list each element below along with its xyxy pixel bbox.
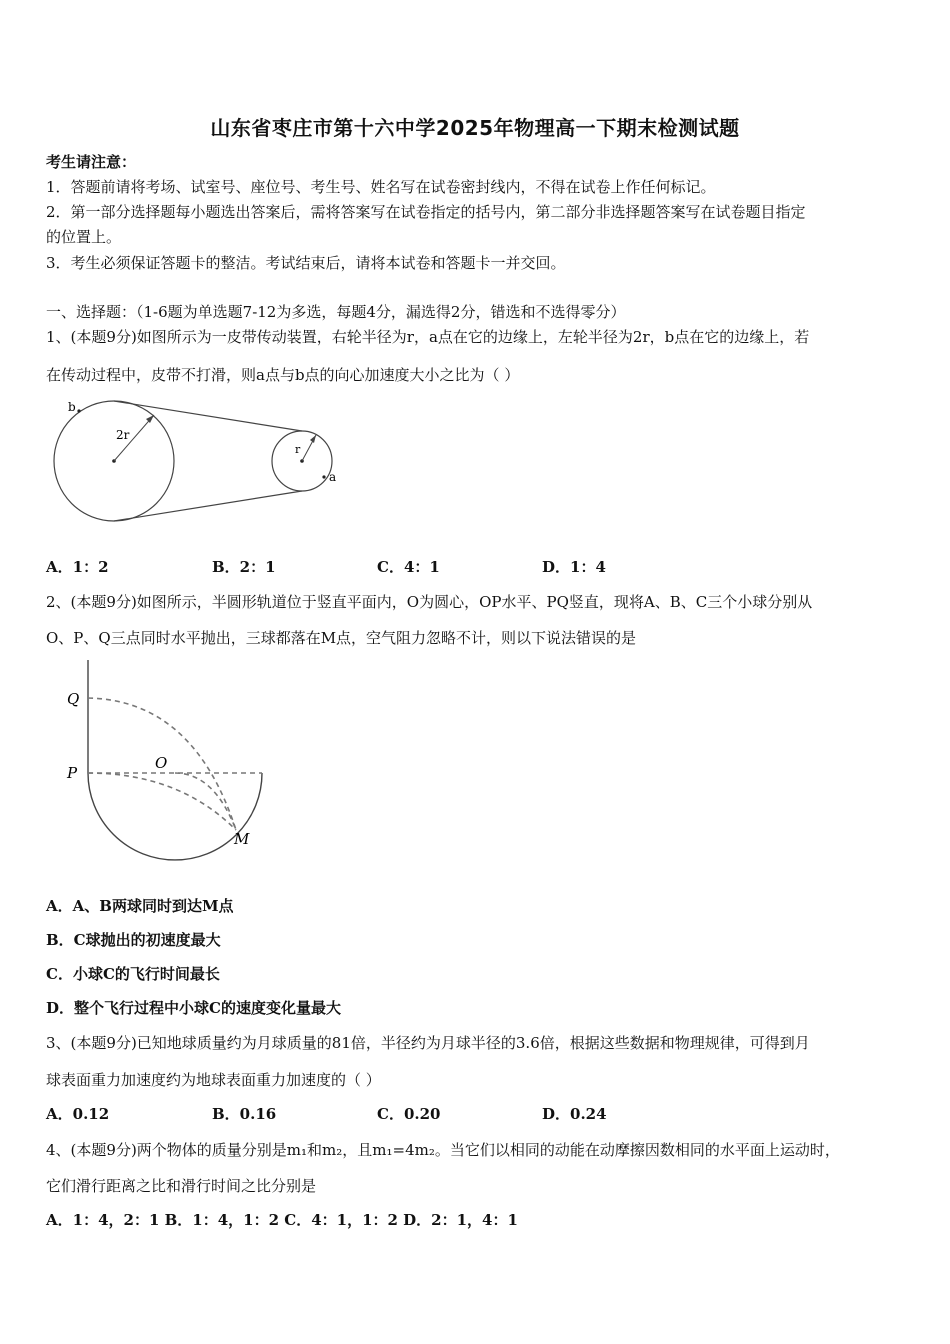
label-a: a	[329, 470, 337, 484]
label-r: r	[295, 443, 301, 456]
label-m: M	[234, 830, 250, 848]
notice-item: 1．答题前请将考场、试室号、座位号、考生号、姓名写在试卷密封线内，不得在试卷上作任何标记。	[46, 178, 716, 196]
page-title: 山东省枣庄市第十六中学2025年物理高一下期末检测试题	[210, 116, 740, 140]
option-b[interactable]: B．2：1	[212, 558, 276, 576]
option-c[interactable]: C．0.20	[377, 1105, 441, 1123]
semicircle-track-figure	[64, 660, 274, 860]
question-2-option-a[interactable]: A．A、B两球同时到达M点	[46, 897, 234, 915]
question-2-option-d[interactable]: D．整个飞行过程中小球C的速度变化量最大	[46, 999, 341, 1017]
option-d[interactable]: D．1：4	[542, 558, 606, 576]
question-1-text: 在传动过程中，皮带不打滑，则a点与b点的向心加速度大小之比为（ ）	[46, 366, 520, 384]
option-c[interactable]: C．4：1	[377, 558, 440, 576]
question-2-text: O、P、Q三点同时水平抛出，三球都落在M点，空气阻力忽略不计，则以下说法错误的是	[46, 629, 637, 647]
notice-heading: 考生请注意：	[46, 153, 137, 171]
question-2-option-b[interactable]: B．C球抛出的初速度最大	[46, 931, 221, 949]
question-4-text: 4、(本题9分)两个物体的质量分别是m₁和m₂，且m₁=4m₂。当它们以相同的动能在动摩擦因数相同的水平面上运动时，	[46, 1141, 840, 1159]
arrow-head	[310, 435, 316, 443]
question-3-text: 球表面重力加速度约为地球表面重力加速度的（ ）	[46, 1071, 381, 1089]
option-d[interactable]: D．0.24	[542, 1105, 607, 1123]
question-1-options	[46, 557, 606, 577]
notice-item: 的位置上。	[46, 228, 122, 246]
question-4-text: 它们滑行距离之比和滑行时间之比分别是	[46, 1177, 317, 1195]
belt-pulley-figure	[46, 395, 346, 530]
question-3-options	[46, 1104, 607, 1124]
belt-pulley-diagram	[46, 395, 346, 530]
option-a[interactable]: A．1：2	[46, 558, 109, 576]
question-4-options[interactable]: A．1：4，2：1 B．1：4，1：2 C．4：1，1：2 D．2：1，4：1	[46, 1211, 518, 1229]
question-3-text: 3、(本题9分)已知地球质量约为月球质量的81倍，半径约为月球半径的3.6倍，根据这些数据和物理规律，可得到月	[46, 1034, 810, 1052]
label-o: O	[155, 754, 168, 772]
trajectory-a	[175, 773, 236, 830]
question-2-text: 2、(本题9分)如图所示，半圆形轨道位于竖直平面内，O为圆心，OP水平、PQ竖直，现将A、B、C三个小球分别从	[46, 593, 813, 611]
question-2-option-c[interactable]: C．小球C的飞行时间最长	[46, 965, 220, 983]
option-a[interactable]: A．0.12	[46, 1105, 110, 1123]
semicircle-track-diagram	[64, 660, 274, 860]
belt-top	[114, 401, 302, 431]
arrow-head	[146, 415, 154, 423]
notice-item: 3．考生必须保证答题卡的整洁。考试结束后，请将本试卷和答题卡一并交回。	[46, 254, 566, 272]
label-2r: 2r	[116, 428, 130, 442]
belt-bottom	[114, 491, 302, 521]
trajectory-b	[88, 773, 236, 830]
label-p: P	[67, 764, 78, 782]
point-a	[322, 475, 325, 478]
point-b	[77, 409, 80, 412]
label-b: b	[68, 400, 76, 414]
question-1-text: 1、(本题9分)如图所示为一皮带传动装置，右轮半径为r，a点在它的边缘上，左轮半径为2r，b点在它的边缘上，若	[46, 328, 810, 346]
option-b[interactable]: B．0.16	[212, 1105, 277, 1123]
notice-item: 2．第一部分选择题每小题选出答案后，需将答案写在试卷指定的括号内，第二部分非选择题答案写在试卷题目指定	[46, 203, 806, 221]
section-heading: 一、选择题：（1-6题为单选题7-12为多选，每题4分，漏选得2分，错选和不选得零分）	[46, 303, 626, 321]
label-q: Q	[67, 690, 80, 708]
